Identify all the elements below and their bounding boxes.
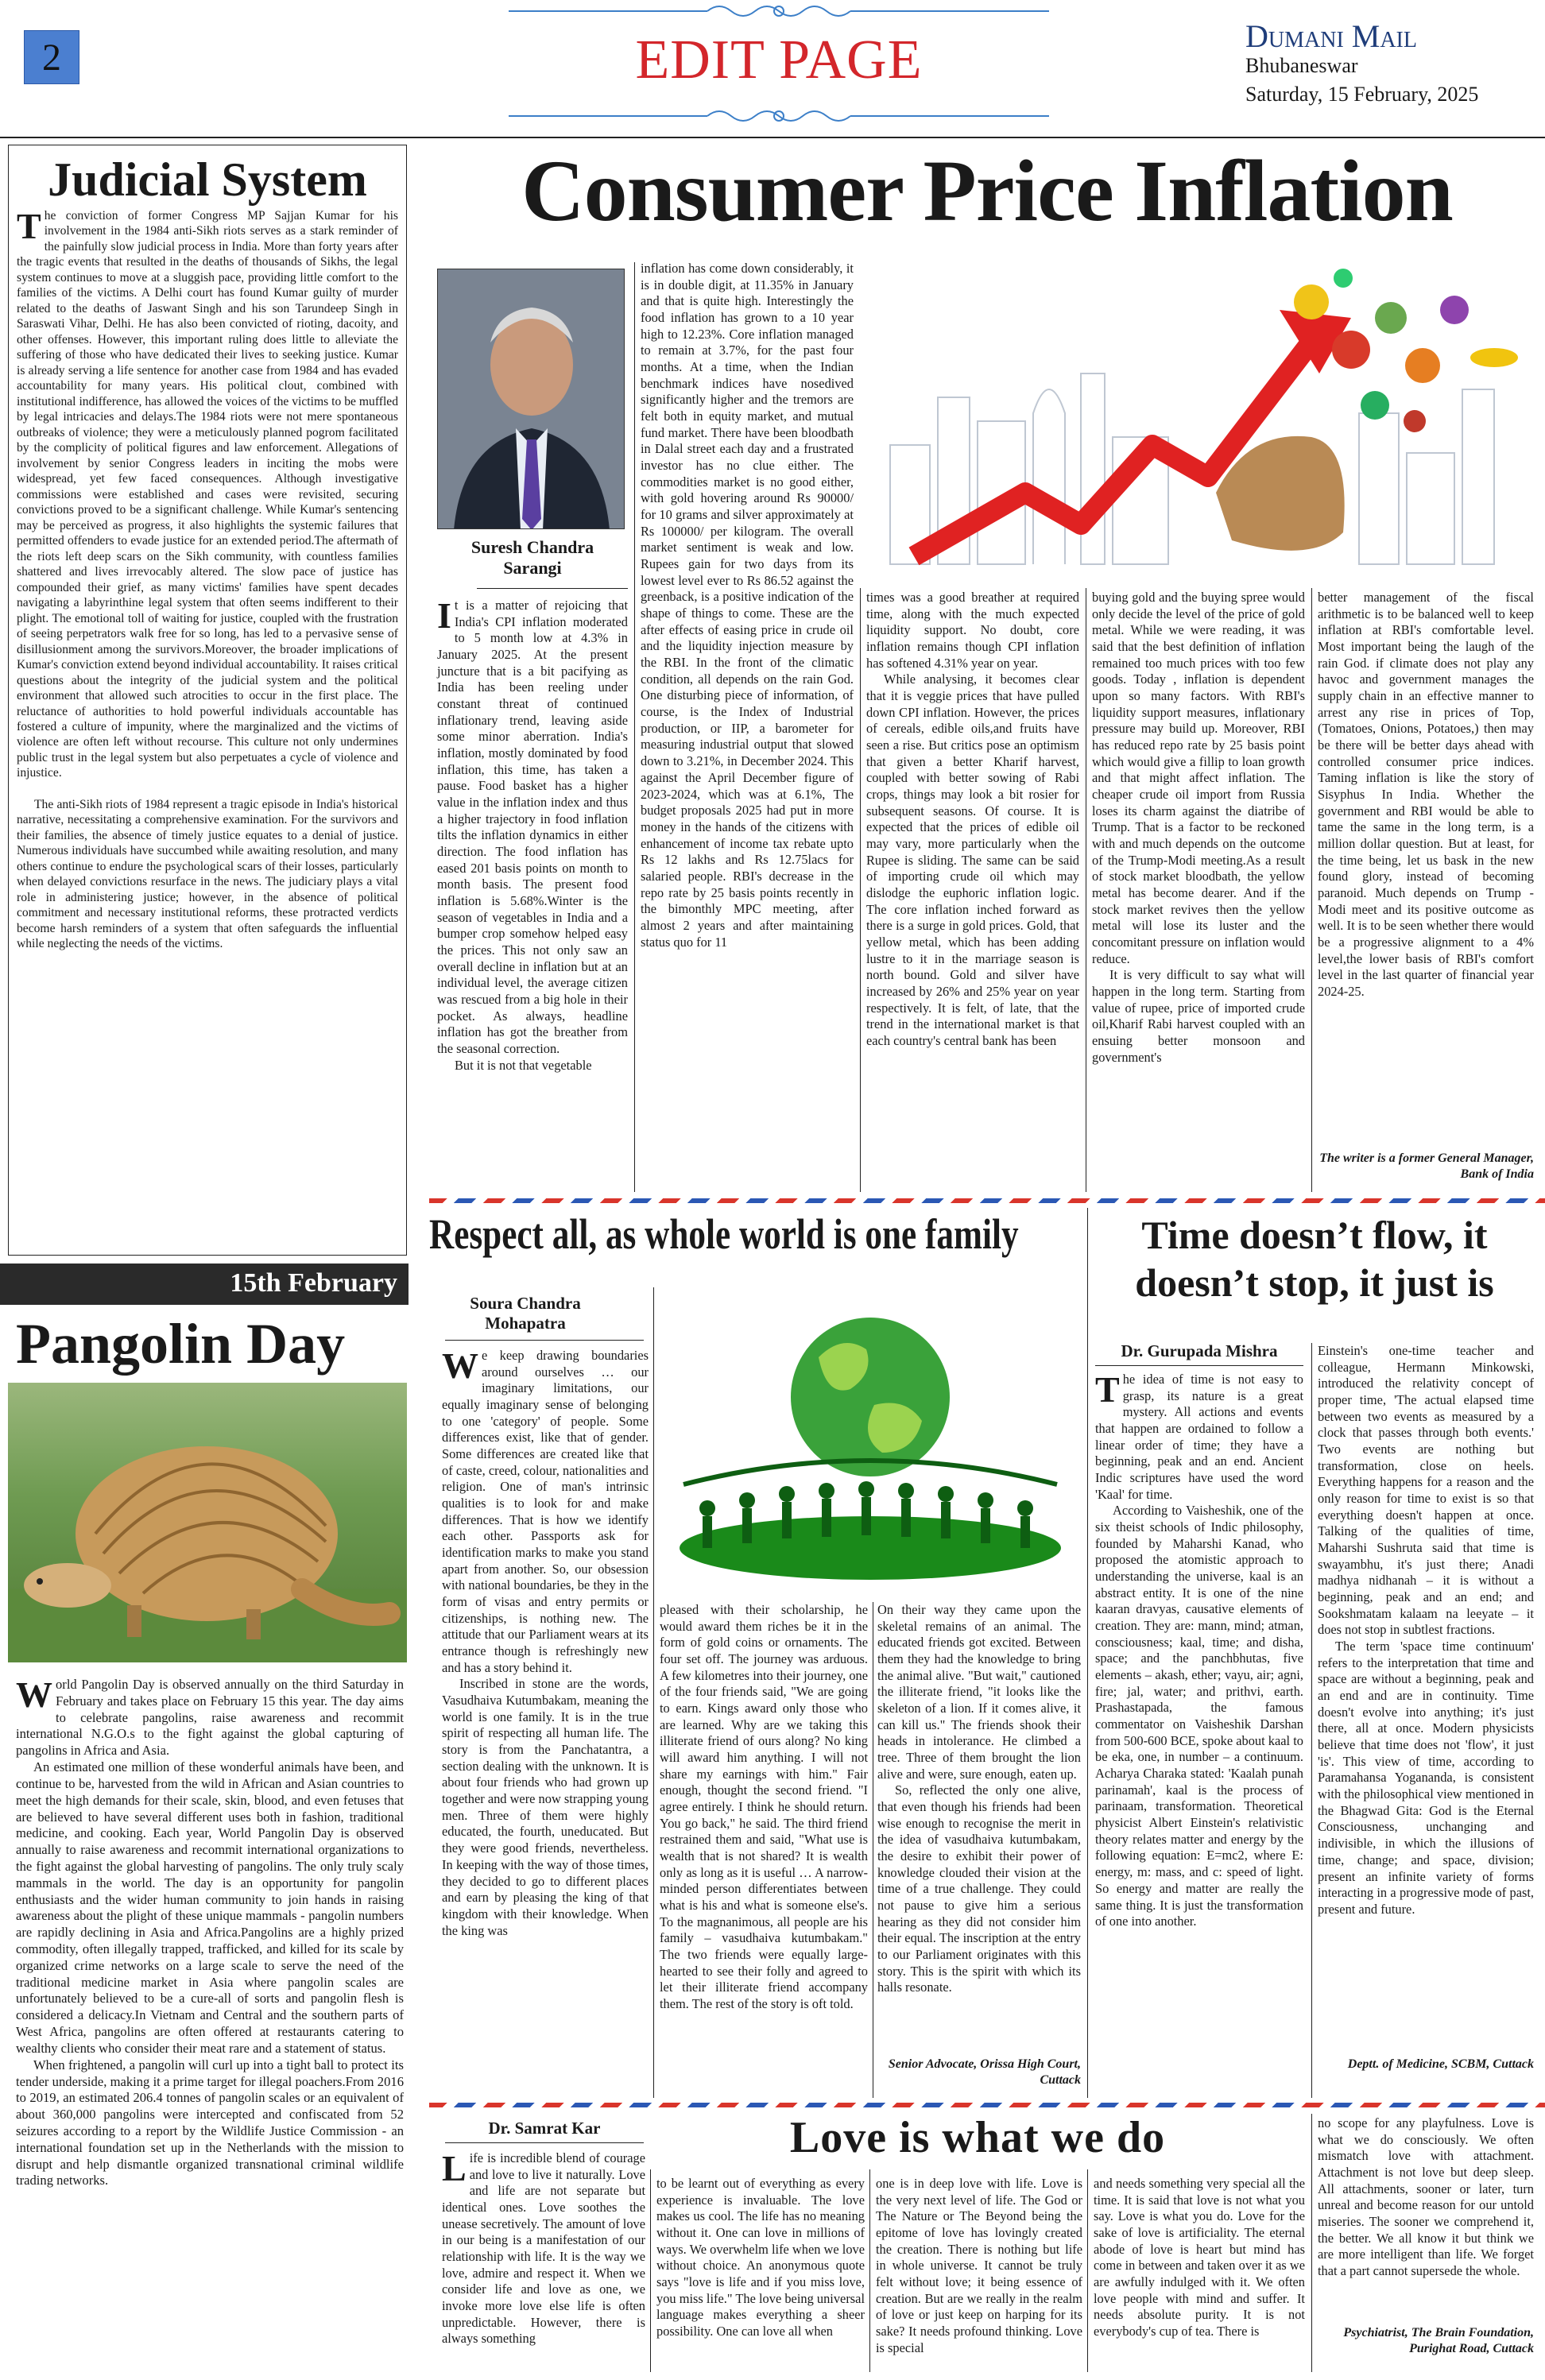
cpi-col4 [1092,590,1305,1066]
cpi-col2 [641,261,854,950]
respect-paragraph: pleased with their scholarship, he would award them riches be it in the form of gold coins or ornaments. The four set off. The journey was arduous. A few kilometres into their journey, one of the four friends said, "We are going to earn. Kings award only those who are learned. Why are we taking this illiterate friend of ours along? No king will award him anything. I will not share my earnings with him." Fair enough, thought the second friend. "I agree entirely. I think he should return. You go back," he said. The third friend restrained them and said, "What use is wealth that is not shared? It is wealth only as long as it is useful … A narrow-minded person differentiates between what is his and what is someone else's. To the magnanimous, all people are his family – vasudhaiva kutumbakam." The two friends were equally large-hearted to see their folly and agreed to let their illiterate friend accompany them. The rest of the story is oft told. [660,1602,868,2012]
cpi-paragraph: times was a good breather at required time, along with the much expected liquidity support. No doubt, core inflation remains though CPI inflation has softened 4.31% year on year. [866,590,1079,671]
divider-stripe [429,1198,1545,1203]
column-rule [650,2169,651,2372]
cpi-paragraph: buying gold and the buying spree would only decide the level of the price of gold metal. While we were reading, it was said that the best definition of inflation remained too much prices with too few goods. Today , inflation is dependent upon so many factors. With RBI's liquidity support measures, inflationary pressure may build up. Moreover, RBI has reduced repo rate by 25 basis point which would give a fillip to loan growth and that might affect inflation. The cheaper crude oil import from Russia loses its charm against the diatribe of Trump. That is a factor to be reckoned with and much depends on the outcome of the Trump-Modi meeting.As a result of stock market bloodbath, the yellow metal has become dearer. And if the stock market revives then the yellow metal will lose its luster and the concomitant pressure on inflation would reduce. [1092,590,1305,966]
cpi-paragraph: better management of the fiscal arithmetic is to be balanced well to keep inflation at RBI's comfortable level. Most important being the laugh of the rain God. if climate does not play any havoc and government manages the supply chain in an effective manner to arrest any rise in prices of Top, (Tomatoes, Onions, Potatoes,) then may be there will be better days ahead with controlled consumer price indices. Taming inflation is like the story of Sisyphus In India. Whether the government and RBI would be able to tame the same in the long term, is a million dollar question. But at least, for the time being, let us bask in the new found glory, instead of becoming paranoid. Much depends on Trump - Modi meet and its positive outcome as well. It is to be seen whether there would be a progressive alignment to a 4% level,the lower basis of RBI's comfort level in the last quarter of financial year 2024-25. [1318,590,1534,1000]
column-rule [1311,2114,1312,2372]
author-portrait [438,269,625,529]
time-paragraph: Einstein's one-time teacher and colleague, Hermann Minkowski, introduced the relativity concept of proper time, 'The actual elapsed time between two events as measured by a clock that passes through both events.' Two events are nothing but transformation, close on heels. Everything happens for a reason and the only reason for time to exist is so that everything doesn't happen at once. Talking of the qualities of time, Maharshi Sushruta said that time is swayambhu, it's just there; Anadi madhya nidhanah – it is without a beginning, peak and an end; and Sookshmatam kalaam na leeyate – it does not stop in subtlest fractions. [1318,1343,1534,1638]
cpi-paragraph: While analysing, it becomes clear that it is veggie prices that have pulled down CPI inflation. However, the prices of cereals, edible oils,and fruits have seen a rise. But critics pose an optimism that given a better Kharif harvest, coupled with better sowing of Rabi crops, things may look a bit rosier for subsequent seasons. Of course. It is expected that the prices of edible oil may vary, more particularly when the Rupee is sliding. The same can be said of importing crude oil which may dislodge the euphoric inflation logic. The core inflation inched forward as there is a surge in gold prices. Gold, that yellow metal, which has been adding lustre to it in the marriage season is north bound. Gold and silver have increased by 26% and 25% year on year respectively. It is felt, of late, that the trend in the international market is that each country's central bank has been [866,671,1079,1049]
love-paragraph: and needs something very special all the time. It is said that love is not what you say. Love is what you do. Love for the sake of love is artificiality. The eternal abode of love is heart but mind has come in between and taken over it as we are awfully indulged with it. We often love people with mind and suffer. It needs absolute purity. It is not everybody's cup of tea. There is [1094,2176,1305,2339]
love-col4 [1094,2176,1305,2340]
time-paragraph: According to Vaisheshik, one of the six theist schools of Indic philosophy, founded by Maharshi Kanad, who proposed the atomistic approach to understanding the universe, kaal is an abstract entity. It is one of the nine kaaran dravyas, causative elements of creation. They are: mann, mind; atman, consciousness; kaal, time; and disha, space; and the panchbhutas, five elements – akash, ether; vayu, air; agni, fire; jal, water; and prithvi, earth. Prashastapada, the famous commentator on Vaisheshik Darshan from 500-600 BCE, spoke about kaal to be eka, one, in number – a continuum. Acharya Charaka stated: 'Kaalah punah parinamah', kaal is the process of parinaam, transformation. Theoretical physicist Albert Einstein's relativistic theory relates matter and energy by the following equation: E=mc2, where E: energy, m: mass, and c: speed of light. So energy and matter are really the same thing. It is just the transformation of one into another. [1095,1503,1303,1929]
pangolin-photo [8,1383,407,1662]
cpi-paragraph: It is a matter of rejoicing that India's CPI inflation moderated to 5 month low at 4.3% in January 2025. At the present juncture that is a bit pacifying as India has been reeling under constant threat of continued inflationary trend, leaving aside some minor aberration. India's inflation, mostly dominated by food inflation, this time, has taken a pause. Food basket has a higher value in the inflation index and thus a higher trajectory in food inflation tilts the inflation dynamics in either direction. The food inflation has eased 201 basis points on month to month basis. The present food inflation is 5.68%.Winter is the season of vegetables in India and a bumper crop somehow helped easy the prices. This not only saw an overall decline in inflation but at an individual level, the average citizen was rescued from a big hole in their pocket. As always, headline inflation has got the breather from the seasonal correction. [437,595,628,1057]
love-col3 [876,2176,1082,2356]
time-paragraph: The term 'space time continuum' refers to the interpretation that time and space are without a beginning, peak and an end and are in continuity. Time doesn't evolve into anything; it's just there, all at once. Modern physicists believe that time does not 'flow', it just 'is'. This view of time, according to Paramahansa Yogananda, is consistent with the philosophical view mentioned in the Bhagwad Gita: God is the Eternal Consciousness, unchanging and indivisible, in which the illusions of time, change; and space, division; present an infinite variety of forms interacting in a progressive mode of past, present and future. [1318,1639,1534,1917]
column-rule [1311,1343,1312,2098]
respect-byline-rule [445,1340,644,1341]
time-byline-rule [1095,1365,1303,1366]
section-title: EDIT PAGE [635,29,923,91]
respect-paragraph: On their way they came upon the skeletal remains of an animal. The educated friends got excited. Between them they had the knowledge to bring the animal alive. "But wait," cautioned the illiterate friend, "it looks like the skeleton of a lion. If it comes alive, it can kill us." The friends shook their heads in intolerance. He climbed a tree. Three of them brought the lion alive and were, sure enough, eaten up. [877,1602,1081,1782]
inflation-illustration [866,254,1542,585]
respect-paragraph: We keep drawing boundaries around ourselves … our imaginary limitations, our equally imaginary sense of belonging to one 'category' of people. Some differences exist, like that of gender. Some differences are created like that of caste, creed, colour, nationalities and religion. One of man's intrinsic qualities is to look for and make differences. That is how we identify each other. Passports ask for identification marks to make you stand apart from another. So, our obsession with national boundaries, be they in the form of visas and entry permits or citizenships, is nothing new. The attitude that our Parliament wears at its entrance though is refreshingly new and has a story behind it. [442,1345,649,1675]
pangolin-date: 15th February [230,1268,397,1298]
world-family-image [660,1286,1081,1597]
love-paragraph: Life is incredible blend of courage and love to live it naturally. Love and life are not separate but identical ones. Love soothes the unease secretively. The amount of love in our being is a manifestation of our relationship with life. It is the way we love, admire and respect it. When we consider life and love as one, we invoke more love else life is often unpredictable. However, there is always something [442,2148,645,2347]
masthead-rule [0,137,1545,138]
inflation-graphic [866,254,1542,585]
cpi-author-photo [437,269,625,529]
love-col1 [442,2150,645,2347]
cpi-paragraph: inflation has come down considerably, it is in double digit, at 11.35% in January and that is quite high. Interestingly the food inflation has grown to a 10 year high to 12.23%. Core inflation managed to remain at 3.7%, for the past four months. At a time, when the Indian benchmark indices have nosedived significantly higher and the tremors are felt both in equity market, and mutual fund market. There have been bloodbath in Dalal street each day and a frustrated investor has no clue either. The commodities market is no good either, with gold hovering around Rs 90000/ for 10 grams and silver approximately at Rs 100000/ per kilogram. The overall market sentiment is weak and low. Rupees gain for two days from its lowest level ever to Rs 86.52 against the greenback, is a positive indication of the shape of things to come. These are the after effects of easing price in crude oil and the liquidity injection measure by the RBI. In the front of the climatic condition, all depends on the rain God. One disturbing piece of information, of course, is the Index of Industrial production, or IIP, a barometer for measuring industrial output that slowed down to 3.21%, in December 2024. This against the April December figure of 2023-2024, which was at 6.1%, The budget proposals 2025 had put in more money in the hands of the citizens with enhancement of income tax rebate upto Rs 12 lakhs and Rs 12.75lacs for salaried people. RBI's decrease in the repo rate by 25 basis points recently in the bimonthly MPC meeting, after almost 2 years and after maintaining status quo for 11 [641,261,854,950]
pangolin-body [16,1674,404,2189]
masthead [0,0,1545,135]
love-col5 [1318,2115,1534,2280]
respect-author: Soura Chandra Mohapatra [470,1294,581,1333]
date: Saturday, 15 February, 2025 [1245,83,1479,106]
bottom-ornament [509,105,1049,127]
judicial-paragraph: The conviction of former Congress MP Sajjan Kumar for his involvement in the 1984 anti-Sikh riots serves as a stark reminder of the painfully slow judicial process in India. More than forty years after the tragic events that resulted in the deaths of thousands of Sikhs, the legal system continues to move at a sluggish pace, providing little comfort to the families of the victims. A Delhi court has found Kumar guilty of murder related to the deaths of Jaswant Singh and his son Tarundeep Singh in Saraswati Vihar, Delhi. He has also been convicted of rioting, dacoity, and other offenses. However, this important ruling does little to alleviate the suffering of those who have dedicated their lives to seeking justice. Kumar is already serving a life sentence for another case from 1984 and has evaded accountability for many years. His political clout, combined with institutional indifference, has allowed the voices of the victims to be muffled by legal intricacies and delays.The 1984 riots were not mere spontaneous outbreaks of violence; they were a meticulously planned pogrom facilitated by the complicity of political figures and law enforcement. Allegations of involvement by senior Congress leaders in inciting the mobs were widespread, yet few faced consequences. Although investigative commissions were established and cases were revisited, securing convictions proved to be a significant challenge. While Kumar's sentencing may be perceived as progress, it also highlights the systemic failures that permitted offenders to evade justice for an extended period.The aftermath of the riots left deep scars on the Sikh community, with countless families shattered and lives irrevocably altered. The slow pace of justice has compounded their grief, as many victims' families have spent decades navigating a labyrinthine legal system that often seems indifferent to their plight. The emotional toll of waiting for justice, coupled with the frustration of seeing perpetrators walk free for so long, has led to a pervasive sense of disillusionment among the survivors.Moreover, the broader implications of Kumar's conviction extend beyond individual accountability. It raises critical questions about the integrity of the judicial system and the political environment that allowed such atrocities to occur in the first place. The reluctance of authorities to hold powerful individuals accountable has fostered a culture of impunity, where the marginalized and the victims of violence are often left without recourse. This culture not only undermines public trust in the legal system but also perpetuates a cycle of violence and injustice. [17,206,398,780]
judicial-title: Judicial System [48,153,367,206]
respect-title: Respect all, as whole world is one family [429,1210,1019,1258]
cpi-paragraph: But it is not that vegetable [455,1057,592,1073]
column-rule [1311,588,1312,1192]
pangolin-illustration [8,1383,407,1662]
top-ornament [509,0,1049,22]
respect-paragraph: So, reflected the only one alive, that even though his friends had been wise enough to recognise the merit in the idea of vasudhaiva kutumbakam, the desire to exhibit their power of knowledge clouded their vision at the time of a true challenge. They could not pause to give him a serious hearing as they did not consider him their equal. The inscription at the entry to our Parliament originates with this story. This is the spirit with which its halls resonate. [877,1782,1081,1995]
time-signature: Deptt. of Medicine, SCBM, Cuttack [1347,2057,1534,2071]
judicial-paragraph: The anti-Sikh riots of 1984 represent a tragic episode in India's historical narrative, necessitating a comprehensive examination. For the survivors and their families, the absence of timely justice equates to a denial of justice. Numerous individuals have succumbed while awaiting resolution, and many others continue to endure the psychological scars of their losses, particularly when delayed convictions resurface in the news. The judiciary plays a vital role in administering justice; however, in the absence of political commitment and necessary institutional reforms, these protracted verdicts become harsh reminders of a system that often safeguards the influential while neglecting the needs of the victims. [17,797,398,951]
love-byline-rule [445,2142,644,2143]
cpi-col5 [1318,590,1534,1000]
pangolin-date-banner [0,1264,409,1305]
respect-col3 [877,1602,1081,1996]
column-rule [860,588,861,1192]
love-title: Love is what we do [789,2113,1166,2162]
column-rule [634,262,635,1192]
column-rule [653,1287,654,2098]
time-author: Dr. Gurupada Mishra [1121,1341,1278,1360]
love-paragraph: no scope for any playfulness. Love is what we do consciously. We often mismatch love with attachment. Attachment is not love but deep sleep. All attachments, sooner or later, turn unreal and become reason for our untold miseries. The sooner we comprehend it, the better. We all know it but think we are more intelligent than life. We forget that a part cannot supersede the whole. [1318,2115,1534,2279]
respect-signature: Senior Advocate, Orissa High Court, Cuttack [888,2057,1081,2087]
time-col2 [1318,1343,1534,1918]
time-title: Time doesn’t flow, it doesn’t stop, it just is [1135,1213,1494,1305]
pangolin-title: Pangolin Day [16,1312,346,1376]
pangolin-paragraph: When frightened, a pangolin will curl up into a tight ball to protect its tender underside, making it a prime target for illegal poachers.From 2016 to 2019, an estimated 206.4 tonnes of pangolin scales or an equivalent of about 360,000 pangolins were intercepted and confiscated from 52 seizures according to a report by the Wildlife Justice Commission - an international foundation set up in the Netherlands with the mission to disrupt and help dismantle organized transnational criminal wildlife trading networks. [16,2057,404,2188]
respect-col1 [442,1345,649,1939]
paper-name: Dumani Mail [1245,18,1417,54]
love-author: Dr. Samrat Kar [488,2119,601,2138]
city: Bhubaneswar [1245,54,1358,77]
love-signature: Psychiatrist, The Brain Foundation, Purighat Road, Cuttack [1343,2326,1534,2355]
love-paragraph: to be learnt out of everything as every experience is invaluable. The love makes us cool. The life has no meaning without it. One can love in millions of ways. We overwhelm life when we love without choice. An anonymous quote says "love is life and if you miss love, you miss life." The love being universal language makes everything a sheer possibility. One can love all when [656,2176,865,2339]
divider-stripe [429,2103,1545,2107]
respect-paragraph: Inscribed in stone are the words, Vasudhaiva Kutumbakam, meaning the world is one family. It is in the true spirit of respecting all human life. The story is from the Panchatantra, a section dealing with the unknown. It is about four friends who had grown up together and were now strapping young men. Three of them were highly educated, the fourth, uneducated. But they were good friends, nevertheless. In keeping with the way of those times, they decided to go to different places and earn by pleasing the king of that kingdom with their knowledge. When the king was [442,1676,649,1938]
respect-col2 [660,1602,868,2013]
time-paragraph: The idea of time is not easy to grasp, its nature is a great mystery. All actions and events that happen are ordained to follow a linear order of time; they have a beginning, peak and an end. Ancient Indic scriptures have used the word 'Kaal' for time. [1095,1369,1303,1502]
cpi-paragraph: It is very difficult to say what will happen in the long term. Starting from value of rupee, price of imported crude oil,Kharif Rabi harvest coupled with an ensuing better monsoon and government's [1092,967,1305,1065]
column-rule [1087,1208,1088,2098]
judicial-article [8,145,407,1256]
column-rule [1087,2169,1088,2372]
cpi-signature: The writer is a former General Manager, Bank of India [1319,1151,1534,1181]
love-paragraph: one is in deep love with life. Love is the very next level of life. The God or The Nature or The Beyond being the epitome of love has lovingly created the creation. There is nothing but life in whole universe. It cannot be truly felt without love; it being essence of creation. But are we really in the realm of love or just keep on harping for its sake? It needs profound thinking. Love is special [876,2176,1082,2355]
cpi-author: Suresh Chandra Sarangi [470,537,594,579]
column-rule [869,2169,870,2372]
page-number-box [24,30,79,84]
cpi-byline-rule [477,588,628,589]
cpi-col1 [437,595,628,1074]
cpi-col3 [866,590,1079,1050]
world-family-illustration [660,1286,1081,1597]
love-col2 [656,2176,865,2340]
time-col1 [1095,1369,1303,1930]
pangolin-paragraph: An estimated one million of these wonderful animals have been, and continue to be, harvested from the wild in African and Asian countries to meet the high demands for their scale, skin, blood, and even fetuses that are believed to have several different uses both in fashion, traditional medicine, and cooking. Each year, World Pangolin Day is observed annually to raise awareness and recommit international organizations to the fight against the global harvesting of pangolins. The only truly scaly mammals in the world. The day is an opportunity for pangolin enthusiasts and the wider human community to join hands in raising awareness about the plight of these unique mammals - pangolin numbers are rapidly declining in Asia and Africa.Pangolins are a highly prized commodity, often illegally trapped, trafficked, and killed for its scale by organized crime networks on a large scale to serve the need of the traditional medicine market in Asia where pangolin scales are unfortunately believed to be a cure-all of sorts and pangolin flesh is considered a delicacy.In Vietnam and Central and the southern parts of West Africa, pangolins are often offered at restaurants catering to wealthy clients who consider their meat rare and a statement of status. [16,1759,404,2056]
cpi-title: Consumer Price Inflation [521,142,1453,239]
page-number: 2 [42,36,61,79]
pangolin-paragraph: World Pangolin Day is observed annually on the third Saturday in February and takes place on February 15 this year. The day aims to celebrate pangolins, raise awareness and recommit international N.G.O.s to the fight against the global capturing of pangolins in Africa and Asia. [16,1674,404,1759]
